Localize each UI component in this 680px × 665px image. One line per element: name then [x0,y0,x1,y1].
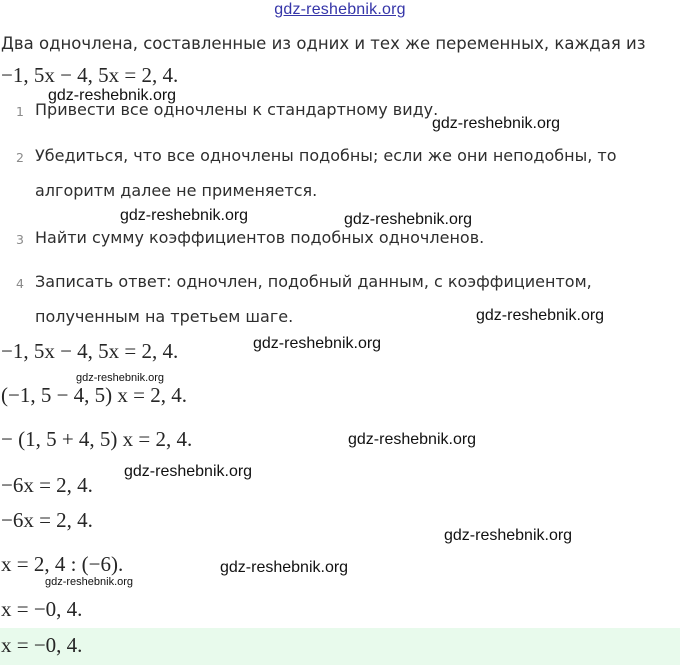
step-number: 1 [16,104,24,119]
watermark: gdz-reshebnik.org [253,335,382,352]
solution-line: −6x = 2, 4. [1,508,93,532]
step-text: Привести все одночлены к стандартному виду. [35,100,439,119]
solution-line: x = 2, 4 : (−6). [1,552,124,576]
watermark: gdz-reshebnik.org [444,527,573,544]
watermark: gdz-reshebnik.org [48,87,177,104]
watermark: gdz-reshebnik.org [432,115,561,132]
step-number: 4 [16,276,24,291]
answer-highlight [0,628,680,665]
site-title-link[interactable]: gdz-reshebnik.org [274,1,406,18]
step-text: алгоритм далее не применяется. [35,181,318,200]
watermark: gdz-reshebnik.org [344,211,473,228]
watermark: gdz-reshebnik.org [124,463,253,480]
step-text: полученным на третьем шаге. [35,307,294,326]
watermark: gdz-reshebnik.org [120,207,249,224]
step-text: Найти сумму коэффициентов подобных одночленов. [35,228,485,247]
watermark: gdz-reshebnik.org [348,431,477,448]
step-number: 3 [16,232,24,247]
intro-text: Два одночлена, составленные из одних и тех же переменных, каждая из [1,34,646,53]
watermark: gdz-reshebnik.org [220,559,349,576]
solution-line: x = −0, 4. [1,597,83,621]
solution-line: (−1, 5 − 4, 5) x = 2, 4. [1,383,188,407]
watermark: gdz-reshebnik.org [76,372,165,384]
solution-line: −1, 5x − 4, 5x = 2, 4. [1,339,179,363]
intro-equation: −1, 5x − 4, 5x = 2, 4. [1,63,179,87]
answer-line: x = −0, 4. [1,633,83,657]
watermark: gdz-reshebnik.org [45,576,134,588]
step-number: 2 [16,150,24,165]
solution-line: − (1, 5 + 4, 5) x = 2, 4. [1,427,193,451]
watermark: gdz-reshebnik.org [476,307,605,324]
solution-line: −6x = 2, 4. [1,473,93,497]
step-text: Убедиться, что все одночлены подобны; если же они неподобны, то [35,146,617,165]
step-text: Записать ответ: одночлен, подобный данным, с коэффициентом, [35,272,592,291]
